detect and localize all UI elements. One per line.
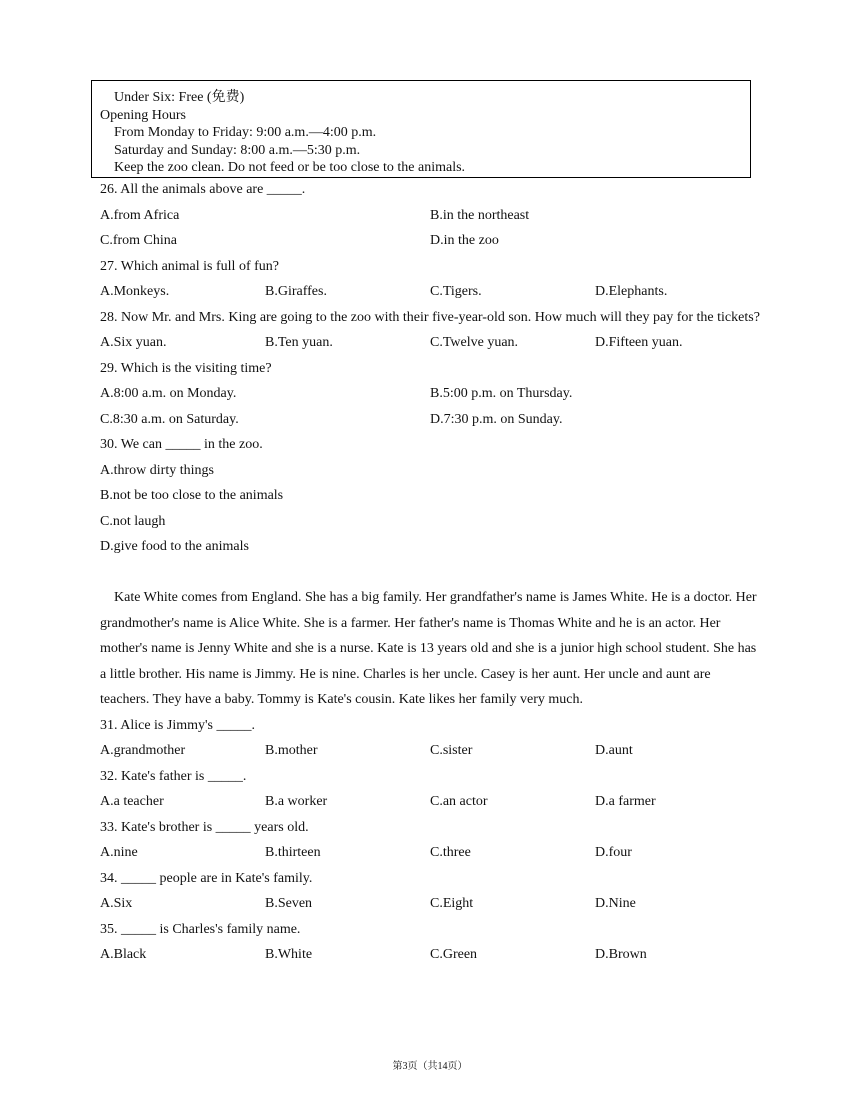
question-30-option-a: A.throw dirty things xyxy=(100,462,214,478)
question-29-option-c: C.8:30 a.m. on Saturday. xyxy=(100,411,239,427)
question-30-option-c: C.not laugh xyxy=(100,513,166,529)
question-32-option-a: A.a teacher xyxy=(100,794,164,809)
notice-line-weekday-hours: From Monday to Friday: 9:00 a.m.—4:00 p.m. xyxy=(114,125,377,140)
question-33-option-d: D.four xyxy=(595,845,632,860)
reading-passage: Kate White comes from England. She has a big family. Her grandfather's name is James White. He is a doctor. Her grandmother's name is Alice White. She is a farmer. Her father's name is Thomas White and he is an actor. Her mother's name is Jenny White and she is a nurse. Kate is 13 years old and she is a junior high school student. She has a little brother. His name is Jimmy. He is nine. Charles is her uncle. Casey is her aunt. Her uncle and aunt are teachers. They have a baby. Tommy is Kate's cousin. Kate likes her family very much. xyxy=(100,590,757,707)
question-26-option-c: C.from China xyxy=(100,233,177,248)
question-32-option-b: B.a worker xyxy=(265,794,328,809)
question-31-option-b: B.mother xyxy=(265,743,318,758)
question-31-option-a: A.grandmother xyxy=(100,743,186,758)
question-29-options-row-2 xyxy=(100,407,760,433)
zoo-notice-box xyxy=(91,80,751,178)
section-gap xyxy=(100,560,760,586)
question-33-option-b: B.thirteen xyxy=(265,845,321,860)
question-32-stem: 32. Kate's father is _____. xyxy=(100,768,247,784)
question-32-options xyxy=(100,789,760,815)
question-30-option-d: D.give food to the animals xyxy=(100,539,249,554)
question-32-option-d: D.a farmer xyxy=(595,794,656,809)
exam-content xyxy=(100,177,760,968)
question-26-options-row-1 xyxy=(100,203,760,229)
question-29-option-b: B.5:00 p.m. on Thursday. xyxy=(430,386,573,401)
question-35-options xyxy=(100,942,760,968)
question-34-option-a: A.Six xyxy=(100,896,133,911)
question-33-stem: 33. Kate's brother is _____ years old. xyxy=(100,819,309,835)
question-28-options xyxy=(100,330,760,356)
question-27-option-d: D.Elephants. xyxy=(595,284,668,299)
question-35-option-a: A.Black xyxy=(100,947,147,962)
question-28-option-b: B.Ten yuan. xyxy=(265,335,333,350)
question-26-options-row-2 xyxy=(100,228,760,254)
question-31-options xyxy=(100,738,760,764)
question-34-option-c: C.Eight xyxy=(430,896,474,911)
question-28-option-c: C.Twelve yuan. xyxy=(430,335,519,350)
notice-line-hours-heading: Opening Hours xyxy=(100,107,186,123)
question-28-stem: 28. Now Mr. and Mrs. King are going to the zoo with their five-year-old son. How much will they pay for the tickets? xyxy=(100,309,760,325)
question-28-option-a: A.Six yuan. xyxy=(100,335,167,350)
question-33-option-a: A.nine xyxy=(100,845,138,860)
question-26-stem: 26. All the animals above are _____. xyxy=(100,182,306,197)
question-33-options xyxy=(100,840,760,866)
question-29-option-a: A.8:00 a.m. on Monday. xyxy=(100,386,237,401)
notice-line-weekend-hours: Saturday and Sunday: 8:00 a.m.—5:30 p.m. xyxy=(114,142,361,158)
notice-line-rules: Keep the zoo clean. Do not feed or be too close to the animals. xyxy=(114,160,466,175)
question-28-option-d: D.Fifteen yuan. xyxy=(595,335,683,350)
question-26-option-b: B.in the northeast xyxy=(430,207,530,223)
question-26-option-d: D.in the zoo xyxy=(430,233,499,248)
question-29-option-d: D.7:30 p.m. on Sunday. xyxy=(430,411,563,427)
question-27-option-c: C.Tigers. xyxy=(430,284,482,299)
notice-line-price: Under Six: Free (免费) xyxy=(114,90,245,105)
question-30-stem: 30. We can _____ in the zoo. xyxy=(100,437,263,452)
question-35-option-c: C.Green xyxy=(430,947,478,962)
question-35-option-d: D.Brown xyxy=(595,947,647,962)
question-27-option-a: A.Monkeys. xyxy=(100,284,170,299)
question-33-option-c: C.three xyxy=(430,845,471,860)
question-34-stem: 34. _____ people are in Kate's family. xyxy=(100,870,313,886)
question-29-options-row-1 xyxy=(100,381,760,407)
question-34-option-b: B.Seven xyxy=(265,896,313,911)
question-31-option-c: C.sister xyxy=(430,743,473,758)
question-29-stem: 29. Which is the visiting time? xyxy=(100,360,272,376)
question-27-option-b: B.Giraffes. xyxy=(265,284,327,299)
question-34-options xyxy=(100,891,760,917)
question-35-option-b: B.White xyxy=(265,947,313,962)
question-34-option-d: D.Nine xyxy=(595,896,636,911)
question-31-stem: 31. Alice is Jimmy's _____. xyxy=(100,717,255,733)
question-35-stem: 35. _____ is Charles's family name. xyxy=(100,921,301,937)
question-32-option-c: C.an actor xyxy=(430,794,488,809)
question-26-option-a: A.from Africa xyxy=(100,207,180,223)
question-31-option-d: D.aunt xyxy=(595,743,633,758)
page-footer: 第3页（共14页） xyxy=(392,1061,468,1072)
question-27-options xyxy=(100,279,760,305)
question-30-option-b: B.not be too close to the animals xyxy=(100,488,284,503)
question-27-stem: 27. Which animal is full of fun? xyxy=(100,258,279,274)
